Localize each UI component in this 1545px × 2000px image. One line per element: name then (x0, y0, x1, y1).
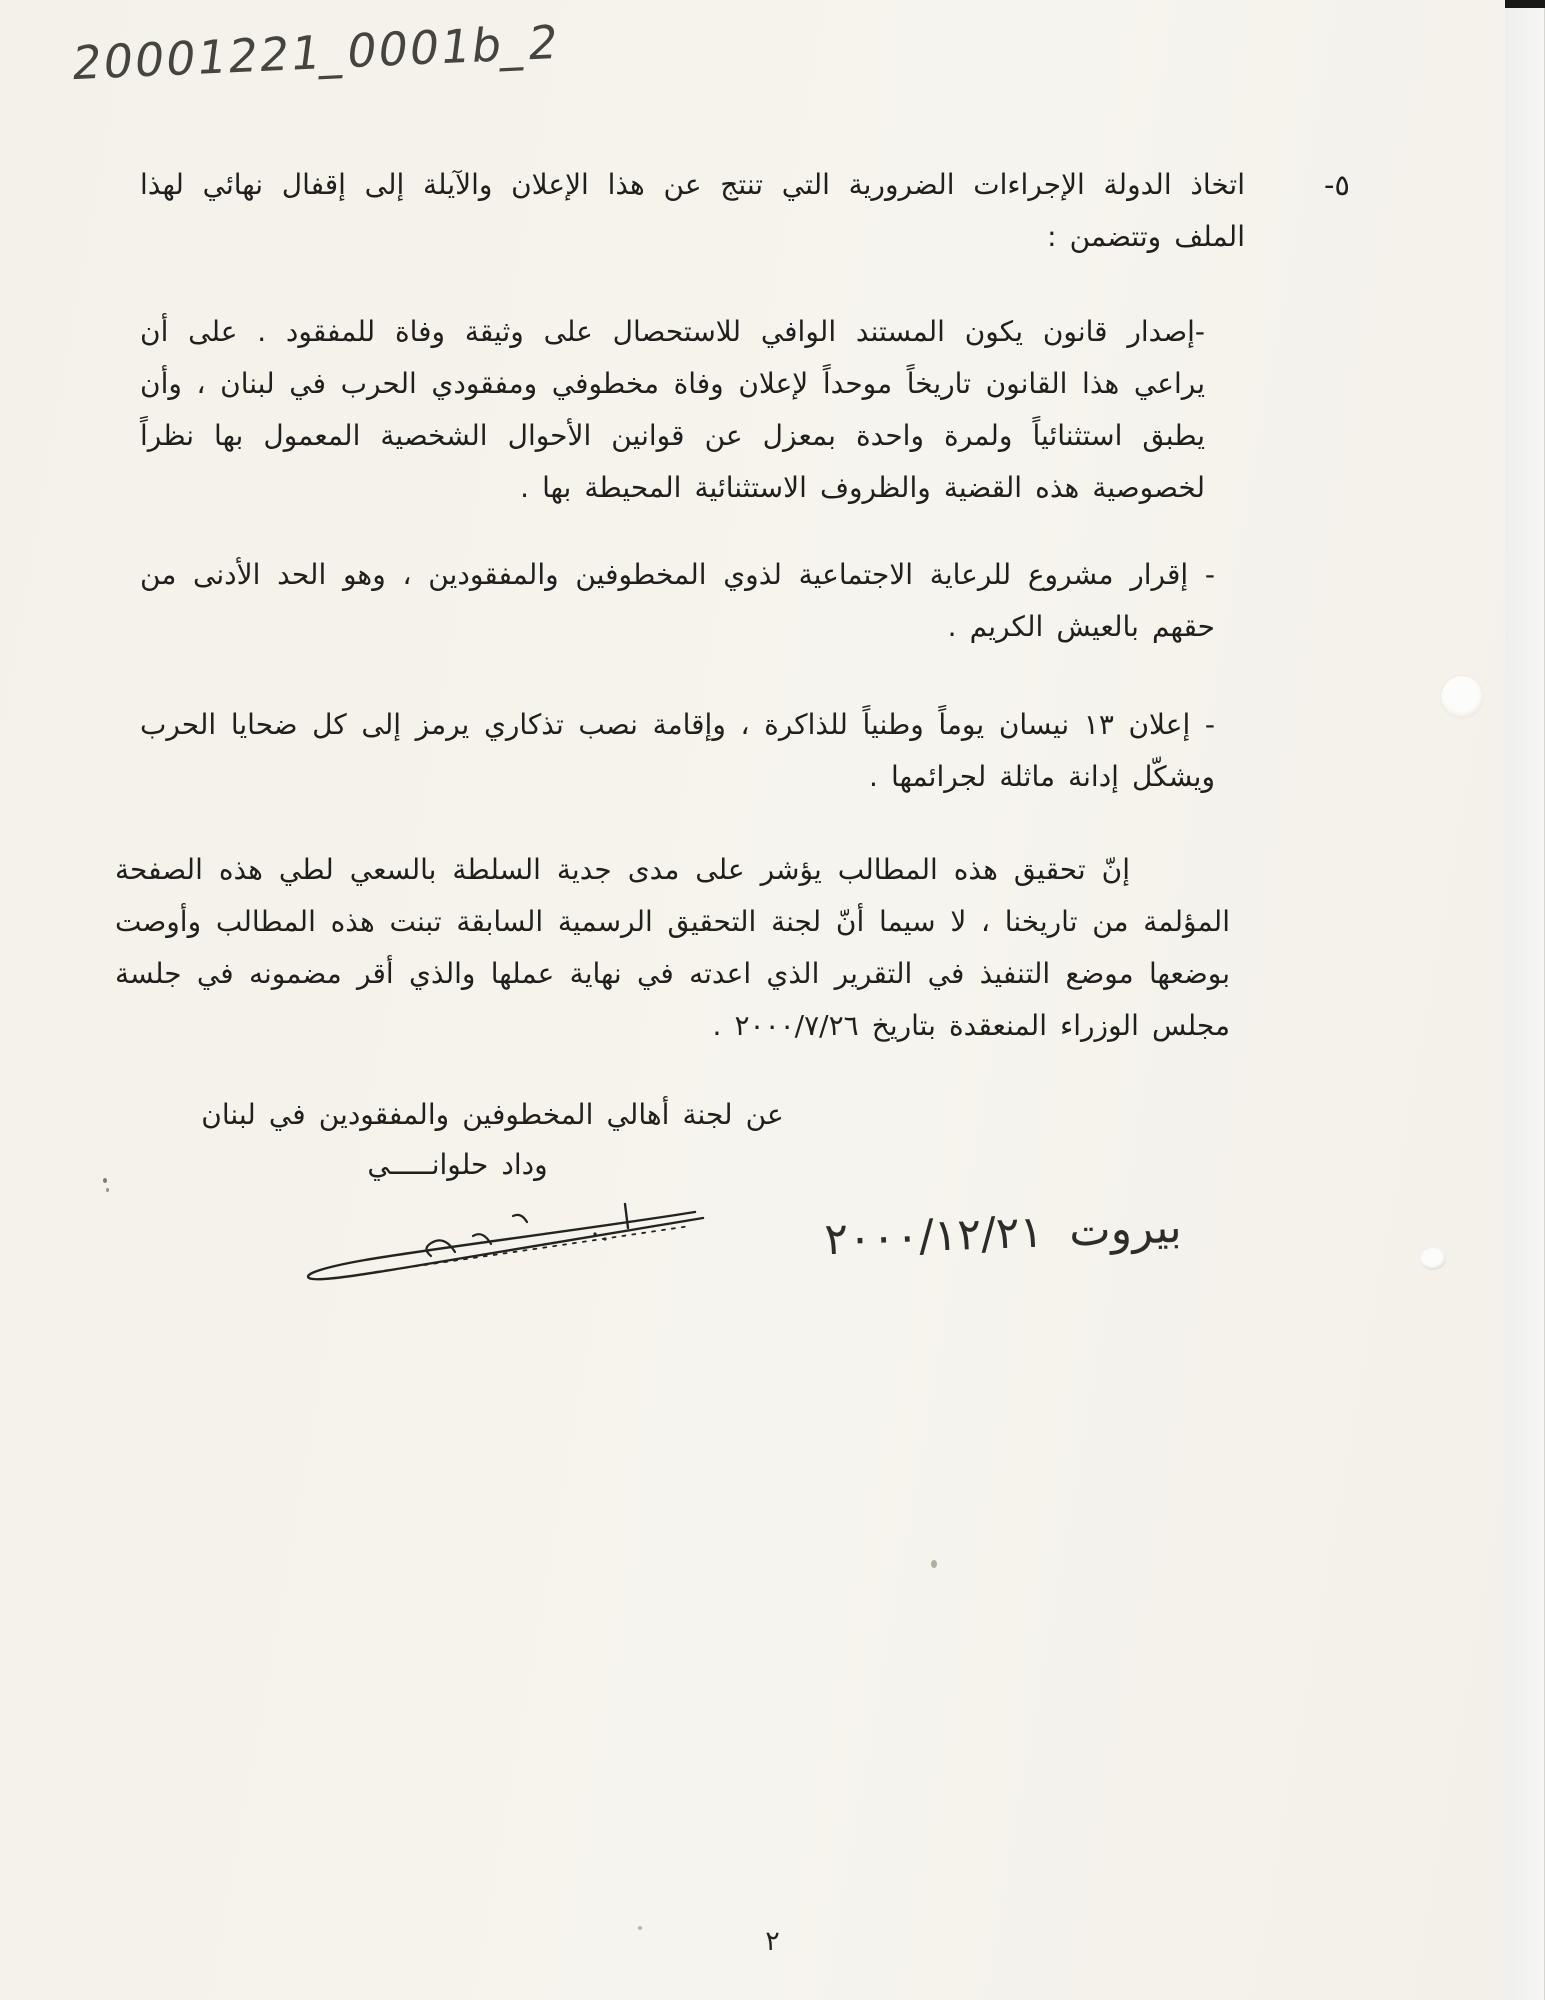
paragraph-social-care: - إقرار مشروع للرعاية الاجتماعية لذوي المخطوفين والمفقودين ، وهو الحد الأدنى من حقهم بالعيش الكريم . (140, 558, 1215, 643)
list-item-number: ٥- (1323, 168, 1350, 202)
binder-hole-mark (1420, 1248, 1446, 1270)
handwritten-signature (295, 1192, 725, 1287)
page-number: ٢ (765, 1926, 780, 1957)
handwritten-place-date: بيروت ٢٠٠٠/١٢/٢١ (823, 1201, 1183, 1266)
paper-speck (931, 1560, 937, 1568)
paragraph-memorial-day: - إعلان ١٣ نيسان يوماً وطنياً للذاكرة ، وإقامة نصب تذكاري يرمز إلى كل ضحايا الحرب ويشكّل إدانة ماثلة لجرائمها . (140, 708, 1215, 793)
scanner-edge-strip (1505, 0, 1545, 2000)
handwritten-file-annotation: 20001221_0001b_2 (68, 14, 564, 91)
paragraph-item5: اتخاذ الدولة الإجراءات الضرورية التي تنتج عن هذا الإعلان والآيلة إلى إقفال نهائي لهذا الملف وتتضمن : (140, 168, 1245, 253)
signature-organization: عن لجنة أهالي المخطوفين والمفقودين في لبنان (201, 1098, 784, 1131)
binder-hole-mark (1441, 676, 1483, 718)
paper-speck (106, 1188, 109, 1192)
scanner-corner-mark (1505, 0, 1545, 8)
signatory-name: وداد حلوانـــــي (367, 1148, 548, 1181)
paper-speck (103, 1178, 107, 1183)
paragraph-law-decree: -إصدار قانون يكون المستند الوافي للاستحصال على وثيقة وفاة للمفقود . على أن يراعي هذا القانون تاريخاً موحداً لإعلان وفاة مخطوفي ومفقودي الحرب في لبنان ، وأن يطبق استثنائياً ولمرة واحدة بمعزل عن قوانين الأحوال الشخصية المعمول بها نظراً لخصوصية هذه القضية والظروف الاستثنائية المحيطة بها . (140, 315, 1205, 504)
paragraph-closing: إنّ تحقيق هذه المطالب يؤشر على مدى جدية السلطة بالسعي لطي هذه الصفحة المؤلمة من تاريخنا ، لا سيما أنّ لجنة التحقيق الرسمية السابقة تبنت هذه المطالب وأوصت بوضعها موضع التنفيذ في التقرير الذي اعدته في نهاية عملها والذي أقر مضمونه في جلسة مجلس الوزراء المنعقدة بتاريخ ٢٠٠٠/٧/٢٦ . (115, 853, 1230, 1042)
